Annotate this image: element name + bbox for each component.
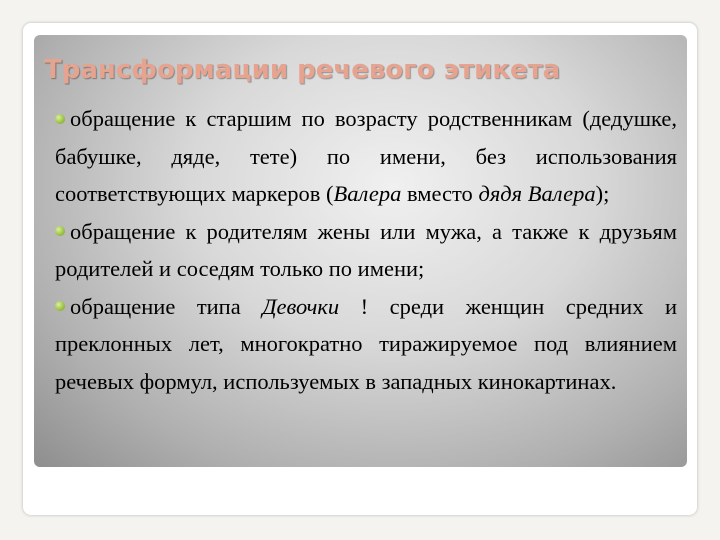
bullet-icon [55, 301, 65, 311]
bullet-text-run: ); [595, 181, 610, 206]
bullet-item [55, 213, 677, 288]
bullet-text-run-italic: Валера [333, 181, 402, 206]
bullet-text-run-italic: Девочки [262, 293, 340, 319]
bullet-icon [55, 226, 65, 236]
bullet-icon [55, 114, 65, 124]
bullet-text-run: вместо [401, 181, 479, 206]
bullet-list [55, 100, 677, 400]
slide-title: Трансформации речевого этикета [44, 55, 561, 85]
bullet-text-run: обращение типа [70, 293, 263, 319]
bullet-item [55, 288, 677, 401]
bullet-text-run: обращение к родителям жены или мужа, а также к друзьям родителей и соседям только по имени; [55, 218, 677, 281]
bullet-text-run: обращение к старшим по возрасту родственникам (дедушке, бабушке, дяде, тете) по имени, без использования соответствующих маркеров ( [55, 106, 677, 206]
bullet-item [55, 100, 677, 213]
bullet-text-run: ! среди женщин средних и преклонных лет, многократно тиражируемое под влиянием речевых формул, используемых в западных кинокартинах. [55, 293, 678, 394]
bullet-text-run-italic: дядя Валера [478, 181, 596, 206]
